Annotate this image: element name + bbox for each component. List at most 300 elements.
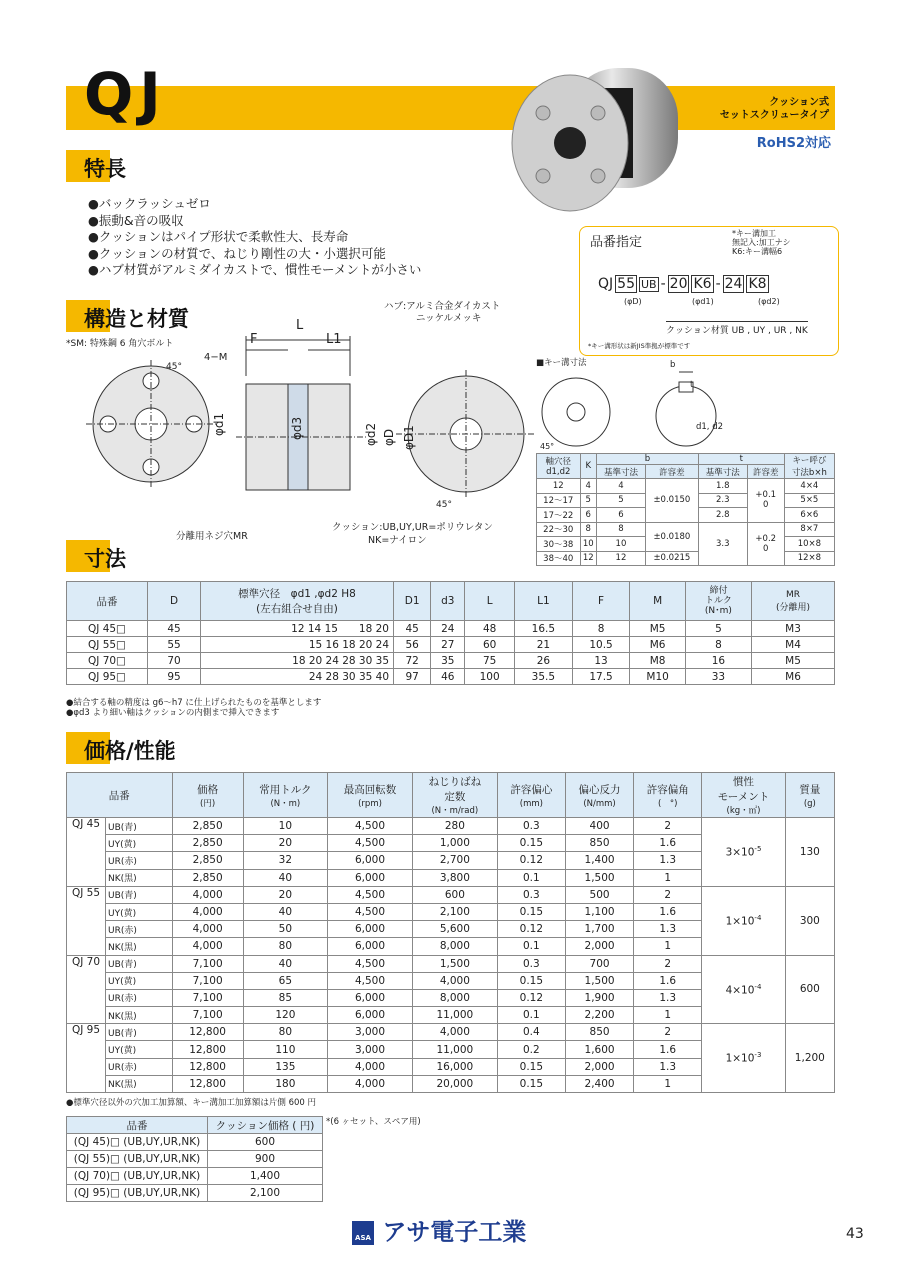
note-line: ●結合する軸の精度は g6〜h7 に仕上げられたものを基準とします [66,698,322,708]
cell: 21 [515,637,573,653]
cell: UR(赤) [106,852,173,869]
cushion-header: 品番 [67,1117,208,1134]
dim-header-text: (N･m) [704,606,732,616]
cell: 6,000 [328,852,413,869]
cell: M4 [752,637,835,653]
cell: 4,500 [328,835,413,852]
cell: 500 [565,886,633,903]
cell: 12,800 [172,1058,243,1075]
key-header-std: 基準寸法 [597,465,646,479]
cell: 1,500 [565,869,633,886]
model-cell: QJ 45 [67,818,106,887]
cell: 35.5 [515,669,573,685]
cell: 6,000 [328,938,413,955]
code-dash: - [660,276,666,292]
price-header-text: (g) [803,798,816,809]
logo-mark: ASA [352,1221,374,1245]
key-header-tol: 許容差 [645,465,698,479]
cell: 11,000 [412,1007,497,1024]
subtitle-line-1: クッション式 [769,97,829,108]
part-code [598,275,769,293]
code-size: 55 [617,276,635,292]
cell: 48 [465,621,515,637]
key-angle-label: 45° [540,442,555,451]
inertia-cell [702,886,785,955]
code-d1: 20 [669,276,688,292]
cell: UB(青) [106,1024,173,1041]
price-header-text: 偏心反力 [578,783,621,796]
inertia-exponent: -4 [754,913,762,922]
key-header-text: キー呼び [792,456,827,466]
key-slot-table [536,453,835,566]
cell: (QJ 45)□ (UB,UY,UR,NK) [67,1134,208,1151]
key-header-shaft [537,454,581,479]
cell: 0.3 [497,886,565,903]
cell: 1.6 [634,903,702,920]
table-row [67,1134,323,1151]
cell: 600 [208,1134,323,1151]
dim-header-text: トルク [705,596,732,606]
price-header [634,773,702,818]
cell: 1,100 [565,903,633,920]
price-header-text: 最高回転数 [343,783,397,796]
cell: 3.3 [698,522,747,566]
key-header-tol: 許容差 [747,465,784,479]
price-performance-table [66,772,835,1093]
cell: NK(黒) [106,1007,173,1024]
dim-L: L [296,318,304,333]
cell: UB(青) [106,886,173,903]
cell: 4,000 [172,938,243,955]
price-header-text: (円) [200,798,216,809]
feature-item: ●振動&音の吸収 [88,212,184,228]
key-header-k: K [580,454,597,479]
price-header: 品番 [67,773,173,818]
table-row [537,479,835,494]
dim-header: D [148,582,201,621]
inertia-value: 3×10 [725,846,755,859]
price-header-text: (mm) [519,798,543,809]
price-header-text: 定数 [444,791,466,803]
price-header-text: モーメント [717,791,770,803]
code-d2: 24 [724,276,743,292]
cell: 4,000 [172,903,243,920]
rohs-badge: RoHS2対応 [756,136,831,151]
cell: 3,800 [412,869,497,886]
cell: UY(黄) [106,1041,173,1058]
dim-header: F [572,582,630,621]
cell: 2,850 [172,818,243,835]
dim-header: d3 [431,582,465,621]
cell: 10 [597,537,646,552]
cell: 4 [580,479,597,494]
mr-label: 分離用ネジ穴MR [176,531,248,542]
cell: 1,500 [412,955,497,972]
cell: ±0.0150 [645,479,698,523]
cell: 1.6 [634,972,702,989]
company-name: アサ電子工業 [382,1218,527,1246]
price-header-text: (rpm) [358,798,382,809]
cell: 2,100 [208,1185,323,1202]
inertia-value: 4×10 [725,984,755,997]
cell: M6 [752,669,835,685]
cell: 850 [565,835,633,852]
cell: 2,000 [565,938,633,955]
angle-label: 45° [436,500,452,510]
key-b-label: b [670,360,676,370]
table-row [537,522,835,537]
cell: M5 [630,621,685,637]
mass-cell: 600 [785,955,834,1024]
cell: 12,800 [172,1041,243,1058]
price-header [412,773,497,818]
cell: 1 [634,1007,702,1024]
cell: 27 [431,637,465,653]
cell: 1,500 [565,972,633,989]
cell: 1 [634,1075,702,1092]
cell: 2,850 [172,869,243,886]
cell: NK(黒) [106,938,173,955]
cell: 97 [394,669,431,685]
cell: 100 [465,669,515,685]
cell: 2 [634,955,702,972]
cell: 80 [243,938,328,955]
key-t-label: t [690,380,694,390]
cell: 6×6 [784,508,834,523]
dim-F: F [250,332,258,347]
cell: 35 [431,653,465,669]
dim-header [201,582,394,621]
table-row [67,818,835,835]
section-title: 構造と材質 [84,307,189,331]
cell: 12 [597,551,646,566]
price-header-text: ねじりばね [428,776,482,788]
cell: 135 [243,1058,328,1075]
cell: 6,000 [328,921,413,938]
price-header-text: 質量 [799,783,821,796]
cell: 15 16 18 20 24 [201,637,394,653]
code-material: UB [640,277,657,291]
cell: 4,000 [328,1075,413,1092]
cell: 16.5 [515,621,573,637]
hub-material: ハブ:アルミ合金ダイカスト [384,301,501,312]
code-key1: K6 [693,276,712,292]
cell: 180 [243,1075,328,1092]
cell: 1 [634,938,702,955]
cell: 10×8 [784,537,834,552]
cell: 1,900 [565,989,633,1006]
table-row [67,621,835,637]
cell: 16 [685,653,751,669]
price-header [702,773,785,818]
cell: 2,200 [565,1007,633,1024]
cell: 0.12 [497,989,565,1006]
cell: 56 [394,637,431,653]
table-row [67,637,835,653]
dim-header: L1 [515,582,573,621]
inertia-exponent: -4 [754,982,762,991]
cell: 0.12 [497,852,565,869]
dim-D: φD [382,428,396,446]
cell: 8×7 [784,522,834,537]
tol-text: 0 [763,500,769,511]
cell: 0.12 [497,921,565,938]
cell: QJ 70□ [67,653,148,669]
dim-d1: φd1 [212,412,226,436]
cushion-price-table [66,1116,323,1202]
cell: 1.6 [634,1041,702,1058]
cell: 850 [565,1024,633,1041]
cell: UY(黄) [106,903,173,920]
cell: 1,000 [412,835,497,852]
cell: M10 [630,669,685,685]
cell: 40 [243,955,328,972]
key-header-t: t [698,454,784,465]
hub-plating: ニッケルメッキ [416,313,482,324]
product-subtitle [720,96,829,122]
cell: 110 [243,1041,328,1058]
price-note: ●標準穴径以外の穴加工加算額、キー溝加工加算額は片側 600 円 [66,1098,317,1108]
cell: 1,600 [565,1041,633,1058]
cell: 16,000 [412,1058,497,1075]
cushion-material-1: クッション:UB,UY,UR=ポリウレタン [332,522,493,533]
cushion-material-codes: クッション材質 UB , UY , UR , NK [666,321,808,336]
cell: 2 [634,886,702,903]
dim-d2: φd2 [364,422,378,446]
sm-note: *SM: 特殊鋼 6 角穴ボルト [66,339,174,349]
cell: 2,700 [412,852,497,869]
cell: 3,000 [328,1041,413,1058]
cell: 10 [580,537,597,552]
cell: UR(赤) [106,921,173,938]
tol-text: +0.1 [755,490,777,501]
cell: 2 [634,818,702,835]
part-number-box [579,226,839,356]
cell: 1.3 [634,921,702,938]
cell: 32 [243,852,328,869]
dim-header-text: MR [786,589,801,600]
key-header-b: b [597,454,699,465]
inertia-cell [702,955,785,1024]
cell: 12,800 [172,1024,243,1041]
coupling-product-image [508,58,698,218]
cell: 8 [597,522,646,537]
mass-cell: 1,200 [785,1024,834,1093]
company-logo [352,1212,526,1247]
cell: 280 [412,818,497,835]
cell: 1.3 [634,989,702,1006]
price-header [785,773,834,818]
model-cell: QJ 70 [67,955,106,1024]
cell: 80 [243,1024,328,1041]
cell: 0.3 [497,955,565,972]
key-note [732,229,791,256]
price-header [172,773,243,818]
cell: QJ 95□ [67,669,148,685]
cell: 18 20 24 28 30 35 [201,653,394,669]
cell: 6,000 [328,869,413,886]
code-series: QJ [598,276,614,292]
price-header-text: (N/mm) [583,798,616,809]
cell: 0.3 [497,818,565,835]
price-header-text: ( °) [658,798,678,809]
cell [747,522,784,566]
cell: 4,000 [328,1058,413,1075]
cell: 6 [597,508,646,523]
cell: UY(黄) [106,835,173,852]
code-sub-d2: (φd2) [758,297,780,306]
cell: 4,000 [412,972,497,989]
cell: 95 [148,669,201,685]
dim-header: 品番 [67,582,148,621]
cell: (QJ 95)□ (UB,UY,UR,NK) [67,1185,208,1202]
cell: 45 [394,621,431,637]
key-standard-note: *キー溝形状は新JIS準拠が標準です [588,342,691,350]
price-header-text: 慣性 [733,776,754,788]
inertia-value: 1×10 [725,1052,755,1065]
price-header [565,773,633,818]
cell: 2.8 [698,508,747,523]
key-header-text: 寸法b×h [791,468,827,478]
feature-item: ●ハブ材質がアルミダイカストで、慣性モーメントが小さい [88,262,422,277]
cell: 10.5 [572,637,630,653]
inertia-cell [702,818,785,887]
cell: 4,000 [172,886,243,903]
cell: 1,400 [208,1168,323,1185]
note-line: ●φd3 より細い軸はクッションの内側まで挿入できます [66,708,280,718]
cell: 12 14 15 18 20 [201,621,394,637]
cell: 0.15 [497,972,565,989]
cushion-side-note: *(6 ヶセット、スペア用) [326,1117,421,1127]
tol-text: 0 [763,543,769,554]
price-header [497,773,565,818]
feature-list [88,196,421,279]
section-title: 価格/性能 [84,739,176,763]
inertia-value: 1×10 [725,915,755,928]
dim-header-text: 標準穴径 φd1 ,φd2 H8 [238,588,356,600]
cell: 3,000 [328,1024,413,1041]
cell: 24 [431,621,465,637]
cell: 6 [580,508,597,523]
cell: 72 [394,653,431,669]
cell: 24 28 30 35 40 [201,669,394,685]
cell: 11,000 [412,1041,497,1058]
cell: M6 [630,637,685,653]
tol-text: +0.2 [755,533,777,544]
key-slot-title: ■キー溝寸法 [536,358,587,368]
cell: 4,500 [328,903,413,920]
dim-M: 4−M [204,352,228,363]
cell: M5 [752,653,835,669]
cell: (QJ 70)□ (UB,UY,UR,NK) [67,1168,208,1185]
cell: 7,100 [172,1007,243,1024]
cell: 1,700 [565,921,633,938]
cell: 7,100 [172,989,243,1006]
cell: 20,000 [412,1075,497,1092]
cell: 12,800 [172,1075,243,1092]
cell: 2 [634,1024,702,1041]
table-row [67,653,835,669]
price-header-text: 価格 [197,783,219,796]
cell: 17〜22 [537,508,581,523]
cell: NK(黒) [106,869,173,886]
key-note-1: *キー溝加工 [732,229,776,238]
cell: 400 [565,818,633,835]
model-title: QJ [84,60,167,128]
dim-header-text: 締付 [709,586,728,596]
dim-header: L [465,582,515,621]
price-header-text: 常用トルク [259,783,312,796]
cell: QJ 55□ [67,637,148,653]
cell: 0.1 [497,869,565,886]
cell: 5,600 [412,921,497,938]
key-note-3: K6:キー溝幅6 [732,247,783,256]
cell: 7,100 [172,955,243,972]
cell: NK(黒) [106,1075,173,1092]
cell: 4,000 [172,921,243,938]
dim-header: M [630,582,685,621]
cell: 0.15 [497,1058,565,1075]
cell: 600 [412,886,497,903]
dim-header [685,582,751,621]
cell: 22〜30 [537,522,581,537]
cell: 17.5 [572,669,630,685]
dimension-notes [66,698,321,718]
cell: 7,100 [172,972,243,989]
table-row [67,1024,835,1041]
key-d-label: d1, d2 [696,422,724,432]
table-row [67,955,835,972]
table-row [537,551,835,566]
cell: UY(黄) [106,972,173,989]
cell: 1.3 [634,1058,702,1075]
model-cell: QJ 55 [67,886,106,955]
cell: 1.6 [634,835,702,852]
cell: 40 [243,869,328,886]
cell: QJ 45□ [67,621,148,637]
cell: 8,000 [412,938,497,955]
cell [747,479,784,523]
table-row [67,1185,323,1202]
cell: 5 [597,493,646,508]
price-header [243,773,328,818]
dim-D1: φD1 [402,425,416,450]
cell: UB(青) [106,818,173,835]
cell: 46 [431,669,465,685]
dim-L1: L1 [326,332,342,347]
key-header-key [784,454,834,479]
cell: 2,000 [565,1058,633,1075]
cell: 40 [243,903,328,920]
price-header-text: 許容偏心 [510,783,553,796]
page-number: 43 [846,1226,864,1242]
cell: 12 [580,551,597,566]
dim-header-text: (分離用) [776,602,811,613]
key-header-text: 軸穴径 [545,457,571,467]
cell: 20 [243,886,328,903]
cell: 30〜38 [537,537,581,552]
feature-item: ●クッションはパイプ形状で柔軟性大、長寿命 [88,229,349,244]
code-sub-d1: (φd1) [692,297,714,306]
cell: 2,400 [565,1075,633,1092]
cell: 5 [580,493,597,508]
cell: 12 [537,479,581,494]
feature-item: ●バックラッシュゼロ [88,196,211,211]
cell: 0.15 [497,903,565,920]
dim-d3: φd3 [290,416,304,440]
code-key2: K8 [748,276,767,292]
dim-header: D1 [394,582,431,621]
